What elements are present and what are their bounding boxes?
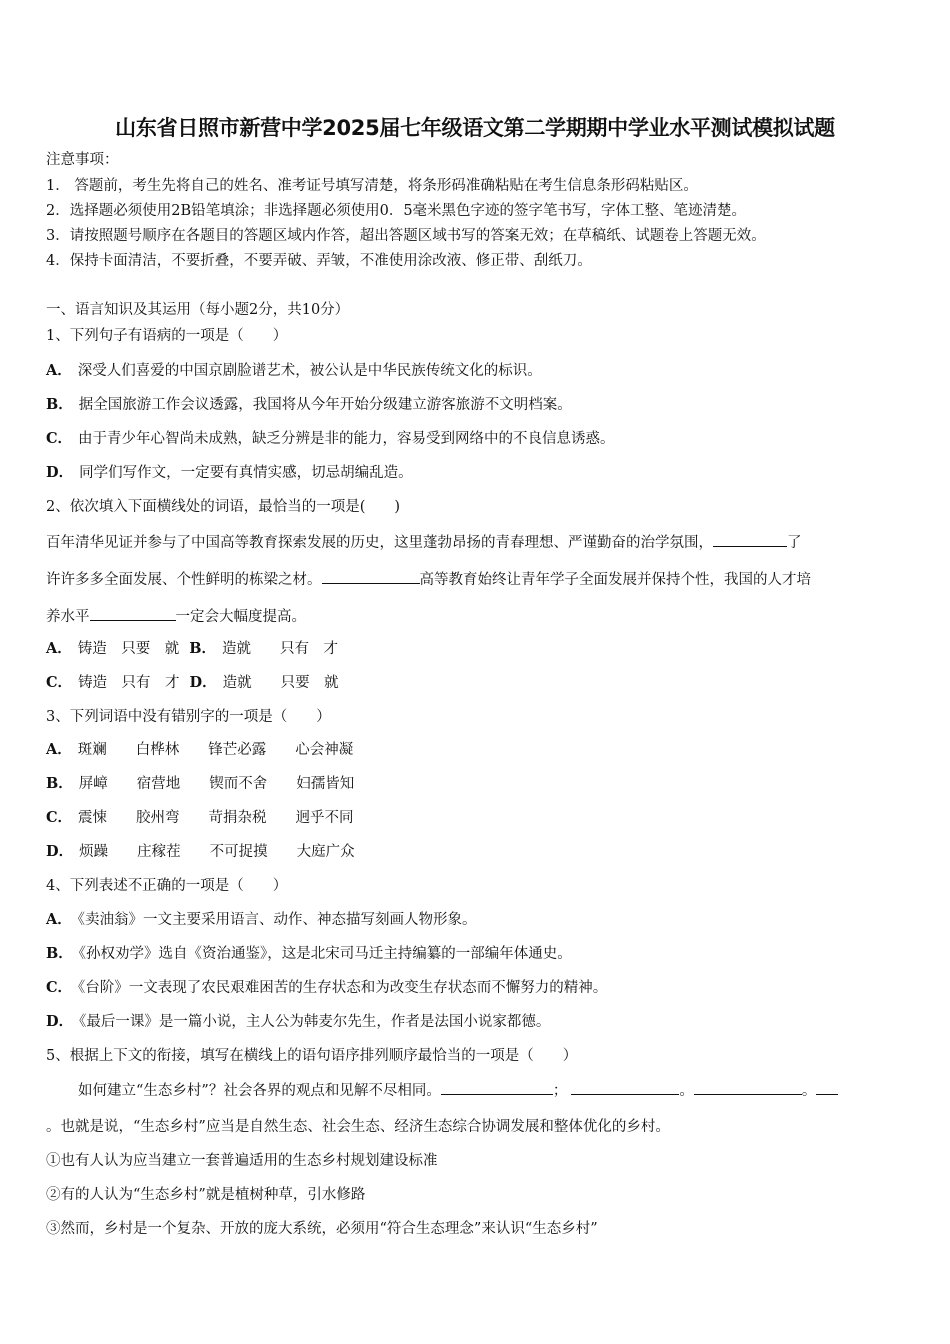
question-2-option-b[interactable] [189, 641, 338, 657]
question-4-stem: 4、下列表述不正确的一项是（ ） [46, 878, 288, 894]
notice-heading: 注意事项： [46, 152, 119, 168]
option-text: 《最后一课》是一篇小说，主人公为韩麦尔先生，作者是法国小说家都德。 [79, 1014, 551, 1030]
option-text: 铸造 只有 才 [78, 675, 180, 691]
question-3-option-c[interactable] [46, 808, 354, 828]
option-letter: D． [46, 843, 74, 860]
fill-blank [816, 1080, 838, 1095]
question-2-passage-line [46, 569, 811, 590]
option-letter: D． [46, 1013, 74, 1030]
question-5-stem: 5、根据上下文的衔接，填写在横线上的语句语序排列顺序最恰当的一项是（ ） [46, 1048, 578, 1064]
option-text: 震悚 胶州弯 苛捐杂税 迥乎不同 [78, 810, 354, 826]
passage-text: 百年清华见证并参与了中国高等教育探索发展的历史，这里蓬勃昂扬的青春理想、严谨勤奋的治学氛围， [46, 535, 713, 551]
passage-separator: 。 [801, 1083, 817, 1099]
passage-separator: 。 [679, 1083, 694, 1099]
passage-text: 如何建立“生态乡村”？社会各界的观点和见解不尽相同。 [78, 1083, 441, 1099]
question-2-options-row [46, 673, 339, 693]
question-2-options-row [46, 639, 338, 659]
option-letter: C． [46, 674, 73, 691]
question-4-option-b[interactable] [46, 944, 572, 964]
question-2-option-a[interactable] [46, 641, 179, 657]
question-5-passage-line: 。也就是说，“生态乡村”应当是自然生态、社会生态、经济生态综合协调发展和整体优化的乡村。 [46, 1119, 670, 1135]
option-letter: B． [189, 640, 217, 657]
fill-blank [90, 606, 176, 621]
passage-text: 许许多多全面发展、个性鲜明的栋梁之材。 [46, 572, 322, 588]
question-2-passage-line [46, 532, 802, 553]
option-text: 烦躁 庄稼茬 不可捉摸 大庭广众 [79, 844, 355, 860]
question-5-passage-line [78, 1080, 838, 1101]
option-letter: C． [46, 809, 73, 826]
question-1-option-b[interactable] [46, 395, 572, 415]
fill-blank [713, 532, 787, 547]
question-4-option-a[interactable] [46, 910, 477, 930]
option-letter: A． [46, 911, 72, 928]
fill-blank [322, 569, 420, 584]
option-text: 斑斓 白桦林 锋芒必露 心会神凝 [77, 742, 354, 758]
fill-blank [571, 1080, 679, 1095]
question-2-option-c[interactable] [46, 675, 180, 691]
notice-item: 1． 答题前，考生先将自己的姓名、准考证号填写清楚，将条形码准确粘贴在考生信息条形码粘贴区。 [46, 178, 698, 194]
option-letter: B． [46, 945, 73, 962]
question-2-stem: 2、依次填入下面横线处的词语，最恰当的一项是( ) [46, 499, 401, 515]
option-text: 铸造 只要 就 [77, 641, 180, 657]
option-text: 造就 只要 就 [222, 675, 339, 691]
option-text: 《卖油翁》一文主要采用语言、动作、神态描写刻画人物形象。 [77, 912, 477, 928]
question-1-stem: 1、下列句子有语病的一项是（ ） [46, 328, 288, 344]
notice-item: 3．请按照题号顺序在各题目的答题区域内作答，超出答题区域书写的答案无效；在草稿纸、试题卷上答题无效。 [46, 228, 766, 244]
passage-text: 一定会大幅度提高。 [175, 609, 306, 625]
section-heading: 一、语言知识及其运用（每小题2分，共10分） [46, 302, 350, 318]
notice-item: 4．保持卡面清洁，不要折叠，不要弄破、弄皱，不准使用涂改液、修正带、刮纸刀。 [46, 253, 592, 269]
question-5-item: ①也有人认为应当建立一套普遍适用的生态乡村规划建设标准 [46, 1153, 438, 1169]
question-5-item: ②有的人认为“生态乡村”就是植树种草，引水修路 [46, 1187, 366, 1203]
option-text: 屏嶂 宿营地 锲而不舍 妇孺皆知 [78, 776, 355, 792]
option-letter: B． [46, 775, 73, 792]
question-4-option-c[interactable] [46, 978, 607, 998]
option-text: 《台阶》一文表现了农民艰难困苦的生存状态和为改变生存状态而不懈努力的精神。 [78, 980, 608, 996]
passage-separator: ； [552, 1083, 568, 1099]
question-1-option-a[interactable] [46, 361, 542, 381]
fill-blank [694, 1080, 802, 1095]
question-3-option-b[interactable] [46, 774, 354, 794]
option-letter: A． [46, 640, 72, 657]
question-3-stem: 3、下列词语中没有错别字的一项是（ ） [46, 709, 331, 725]
question-2-passage-line [46, 606, 306, 627]
option-letter: D． [46, 464, 74, 481]
option-letter: D． [189, 674, 217, 691]
option-text: 《孙权劝学》选自《资治通鉴》，这是北宋司马迁主持编纂的一部编年体通史。 [78, 946, 572, 962]
question-5-item: ③然而，乡村是一个复杂、开放的庞大系统，必须用“符合生态理念”来认识“生态乡村” [46, 1221, 598, 1237]
option-text: 据全国旅游工作会议透露，我国将从今年开始分级建立游客旅游不文明档案。 [78, 397, 572, 413]
option-letter: B． [46, 396, 73, 413]
passage-text: 了 [787, 535, 802, 551]
option-text: 深受人们喜爱的中国京剧脸谱艺术，被公认是中华民族传统文化的标识。 [77, 363, 542, 379]
option-letter: A． [46, 741, 72, 758]
question-3-option-a[interactable] [46, 740, 353, 760]
page-title: 山东省日照市新营中学2025届七年级语文第二学期期中学业水平测试模拟试题 [115, 116, 835, 140]
question-1-option-c[interactable] [46, 429, 615, 449]
passage-text: 高等教育始终让青年学子全面发展并保持个性，我国的人才培 [419, 572, 811, 588]
question-1-option-d[interactable] [46, 463, 413, 483]
option-text: 造就 只有 才 [222, 641, 339, 657]
option-text: 同学们写作文，一定要有真情实感，切忌胡编乱造。 [79, 465, 413, 481]
question-4-option-d[interactable] [46, 1012, 550, 1032]
question-2-option-d[interactable] [190, 675, 339, 691]
notice-item: 2．选择题必须使用2B铅笔填涂；非选择题必须使用0．5毫米黑色字迹的签字笔书写，字体工整、笔迹清楚。 [46, 203, 747, 219]
option-text: 由于青少年心智尚未成熟，缺乏分辨是非的能力，容易受到网络中的不良信息诱惑。 [78, 431, 615, 447]
passage-text: 养水平 [46, 609, 90, 625]
option-letter: C． [46, 430, 73, 447]
question-3-option-d[interactable] [46, 842, 355, 862]
option-letter: C． [46, 979, 73, 996]
option-letter: A． [46, 362, 72, 379]
fill-blank [441, 1080, 553, 1095]
